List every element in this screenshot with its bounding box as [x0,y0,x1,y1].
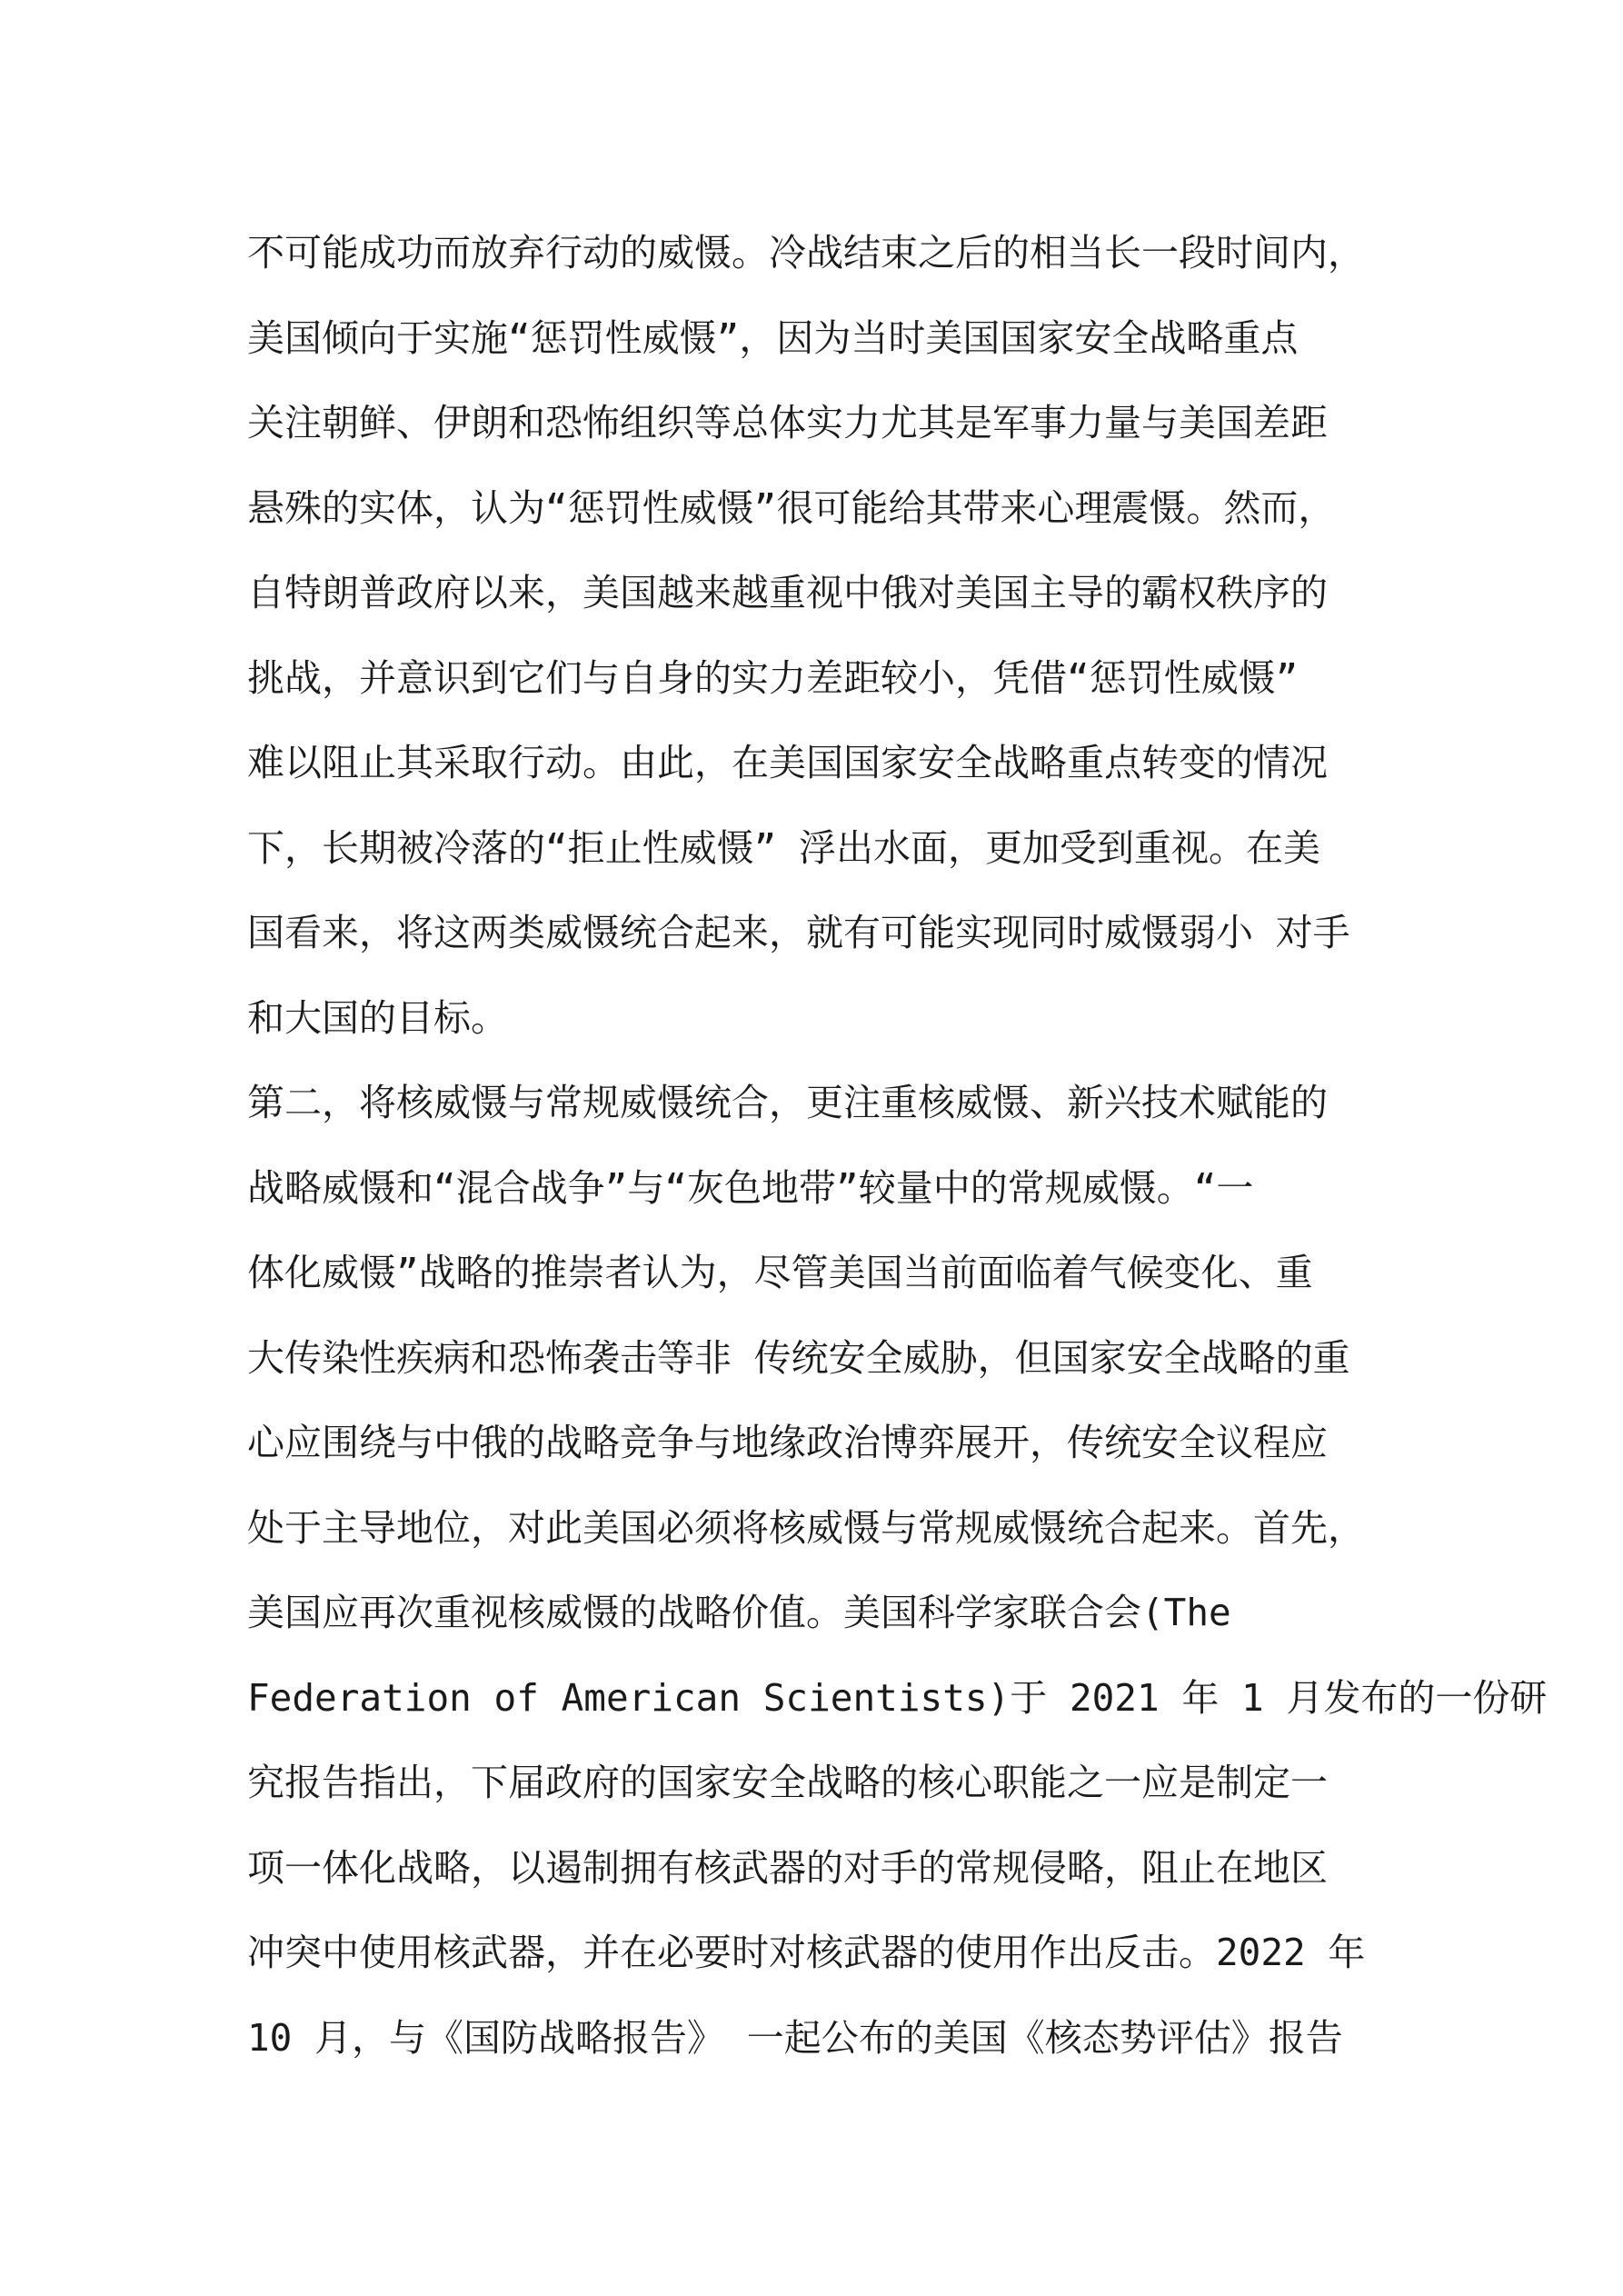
text-line: 大传染性疾病和恐怖袭击等非 传统安全威胁，但国家安全战略的重 [247,1335,1350,1380]
text-line: 10 月，与《国防战略报告》 一起公布的美国《核态势评估》报告 [247,2015,1343,2060]
text-line: 美国应再次重视核威慑的战略价值。美国科学家联合会(The [247,1591,1231,1634]
text-line: 心应围绕与中俄的战略竞争与地缘政治博弈展开，传统安全议程应 [247,1421,1328,1464]
text-line: 悬殊的实体，认为“惩罚性威慑”很可能给其带来心理震慑。然而， [247,485,1336,530]
text-line: 挑战，并意识到它们与自身的实力差距较小，凭借“惩罚性威慑” [247,655,1299,700]
text-line: 第二，将核威慑与常规威慑统合，更注重核威慑、新兴技术赋能的 [247,1081,1328,1124]
text-line: 和大国的目标。 [247,995,508,1040]
text-line: 冲突中使用核武器，并在必要时对核武器的使用作出反击。2022 年 [247,1931,1366,1974]
text-line: 项一体化战略，以遏制拥有核武器的对手的常规侵略，阻止在地区 [247,1845,1328,1890]
text-line: 处于主导地位，对此美国必须将核威慑与常规威慑统合起来。首先， [247,1505,1365,1550]
body-text [247,211,1548,2081]
text-line: 难以阻止其采取行动。由此，在美国国家安全战略重点转变的情况 [247,741,1328,784]
text-line: 关注朝鲜、伊朗和恐怖组织等总体实力尤其是军事力量与美国差距 [247,401,1328,444]
text-line: 国看来，将这两类威慑统合起来，就有可能实现同时威慑弱小 对手 [247,911,1350,954]
text-line: 自特朗普政府以来，美国越来越重视中俄对美国主导的霸权秩序的 [247,571,1328,614]
text-line: 美国倾向于实施“惩罚性威慑”，因为当时美国国家安全战略重点 [247,315,1299,360]
text-line: 体化威慑”战略的推崇者认为，尽管美国当前面临着气候变化、重 [247,1251,1313,1294]
text-line: 下，长期被冷落的“拒止性威慑” 浮出水面，更加受到重视。在美 [247,825,1321,870]
text-line: 究报告指出，下届政府的国家安全战略的核心职能之一应是制定一 [247,1761,1328,1804]
text-line: 战略威慑和“混合战争”与“灰色地带”较量中的常规威慑。“一 [247,1165,1254,1210]
text-line: 不可能成功而放弃行动的威慑。冷战结束之后的相当长一段时间内， [247,231,1365,275]
text-line: Federation of American Scientists)于 2021 年 1 月发布的一份研 [247,1675,1548,1720]
